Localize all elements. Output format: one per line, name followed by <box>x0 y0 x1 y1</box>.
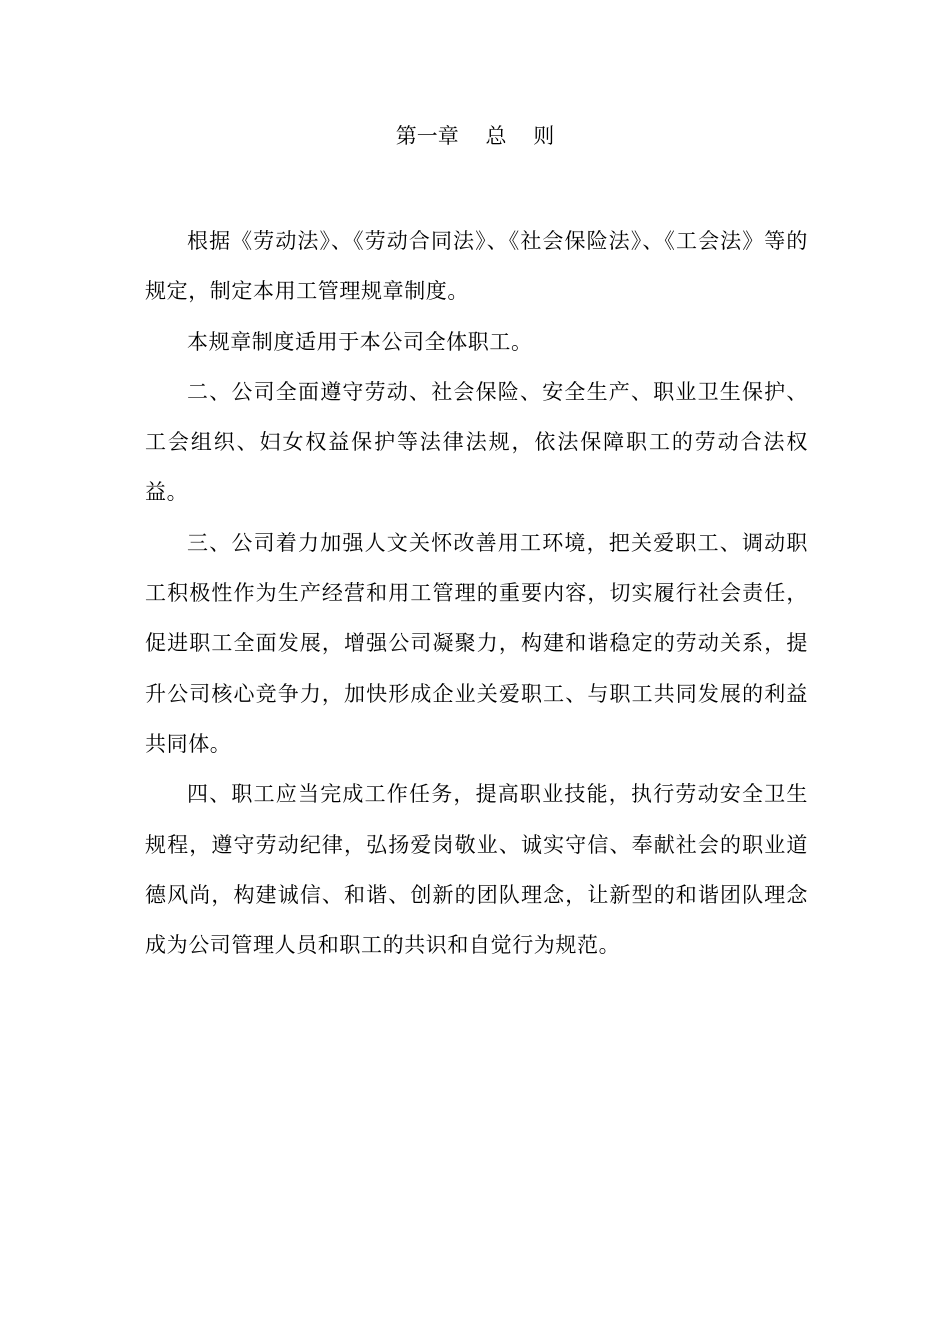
chapter-title: 第一章 总 则 <box>395 124 555 148</box>
paragraph-employee-duties: 四、职工应当完成工作任务，提高职业技能，执行劳动安全卫生规程，遵守劳动纪律，弘扬爱岗敬业、诚实守信、奉献社会的职业道德风尚，构建诚信、和谐、创新的团队理念，让新型的和谐团队理念成为公司管理人员和职工的共识和自觉行为规范。 <box>145 782 808 958</box>
body-text <box>145 216 808 970</box>
paragraph-legal-basis: 根据《劳动法》、《劳动合同法》、《社会保险法》、《工会法》等的规定，制定本用工管理规章制度。 <box>145 229 808 304</box>
paragraph-care: 三、公司着力加强人文关怀改善用工环境，把关爱职工、调动职工积极性作为生产经营和用工管理的重要内容，切实履行社会责任，促进职工全面发展，增强公司凝聚力，构建和谐稳定的劳动关系，提升公司核心竞争力，加快形成企业关爱职工、与职工共同发展的利益共同体。 <box>145 530 808 756</box>
paragraph-compliance: 二、公司全面遵守劳动、社会保险、安全生产、职业卫生保护、工会组织、妇女权益保护等法律法规，依法保障职工的劳动合法权益。 <box>145 379 808 505</box>
paragraph-scope: 本规章制度适用于本公司全体职工。 <box>187 329 533 354</box>
